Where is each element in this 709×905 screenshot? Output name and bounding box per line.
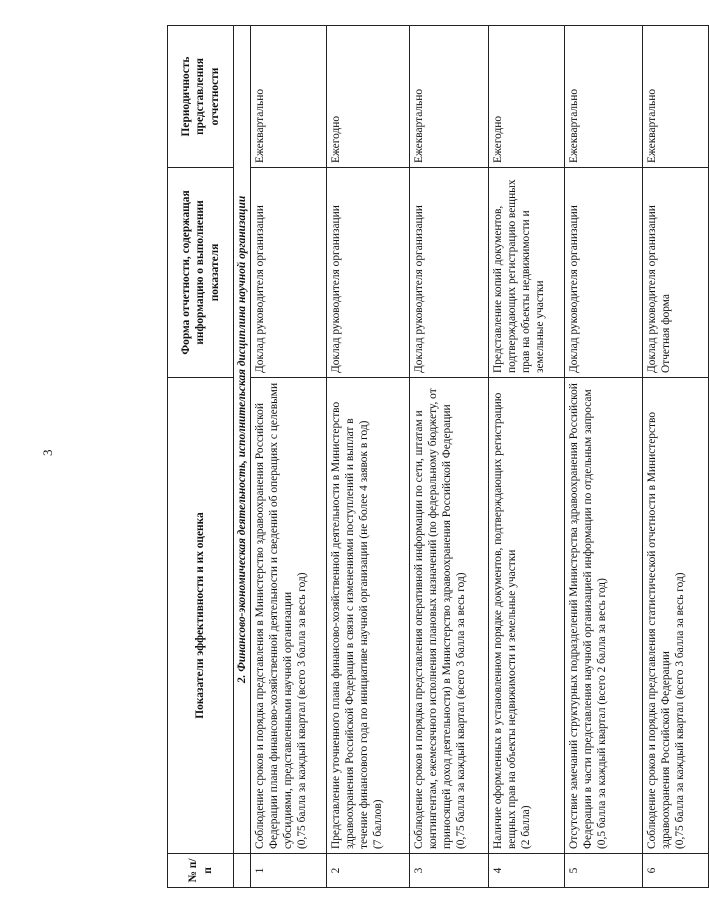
row-form: Доклад руководителя организации xyxy=(565,168,643,378)
indicator-text: Представление уточненного плана финансово-хозяйственной деятельности в Министерство здравоохранения Российской Федерации в связи с изменениями поступлений и выплат в течение финансового года по инициативе научной организации (не более 4 заявок в год) xyxy=(330,401,371,849)
row-form: Доклад руководителя организации xyxy=(251,168,327,378)
row-period: Ежеквартально xyxy=(565,26,643,168)
indicator-score: (0,75 балла за каждый квартал (всего 3 балла за весь год) xyxy=(296,572,309,849)
row-period: Ежегодно xyxy=(489,26,565,168)
row-indicator xyxy=(410,378,489,854)
row-indicator xyxy=(251,378,327,854)
indicator-score: (0,75 балла за каждый квартал (всего 3 балла за весь год) xyxy=(455,572,468,849)
row-num: 5 xyxy=(565,854,643,888)
row-num: 2 xyxy=(327,854,410,888)
table-row xyxy=(410,26,489,888)
header-row xyxy=(168,26,234,888)
efficiency-indicators-table xyxy=(167,25,709,888)
header-period: Периодичность представления отчетности xyxy=(168,26,234,168)
table-row xyxy=(327,26,410,888)
table-row xyxy=(489,26,565,888)
indicator-text: Отсутствие замечаний структурных подразделений Министерства здравоохранения Российской Федерации в части представления научной организацией информации по отдельным запросам xyxy=(568,383,595,849)
rotated-table-container xyxy=(167,26,687,888)
row-form: Доклад руководителя организации xyxy=(327,168,410,378)
page-number: 3 xyxy=(40,449,55,456)
row-period: Ежеквартально xyxy=(410,26,489,168)
row-period: Ежеквартально xyxy=(643,26,709,168)
header-form: Форма отчетности, содержащая информацию о выполнении показателя xyxy=(168,168,234,378)
row-num: 6 xyxy=(643,854,709,888)
indicator-text: Наличие оформленных в установленном порядке документов, подтверждающих регистрацию вещных прав на объекты недвижимости и земельные участки xyxy=(492,392,519,849)
indicator-text: Соблюдение сроков и порядка представления в Министерство здравоохранения Российской Федерации плана финансово-хозяйственной деятельности и сведений об операциях с целевыми субсидиями, представленными научной организации xyxy=(254,382,295,849)
header-num: № п/п xyxy=(168,854,234,888)
section-row xyxy=(234,26,251,888)
indicator-score: (0,75 балла за каждый квартал (всего 3 балла за весь год) xyxy=(674,572,687,849)
header-indicator: Показатели эффективности и их оценка xyxy=(168,378,234,854)
indicator-score: (7 баллов) xyxy=(372,799,385,849)
indicator-score: (0,5 балла за каждый квартал (всего 2 балла за весь год) xyxy=(596,578,609,849)
row-num: 4 xyxy=(489,854,565,888)
indicator-text: Соблюдение сроков и порядка представления оперативной информации по сети, штатам и контингентам, ежемесячного исполнения плановых назначений (по федеральному бюджету, от приносящей доход деятельности) в Министерство здравоохранения Российской Федерации xyxy=(413,388,454,849)
row-num: 3 xyxy=(410,854,489,888)
indicator-score: (2 балла) xyxy=(520,805,533,849)
row-num: 1 xyxy=(251,854,327,888)
row-indicator xyxy=(565,378,643,854)
row-period: Ежеквартально xyxy=(251,26,327,168)
row-indicator xyxy=(643,378,709,854)
indicator-text: Соблюдение сроков и порядка представления статистической отчетности в Министерство здравоохранения Российской Федерации xyxy=(646,411,673,849)
table-row xyxy=(565,26,643,888)
row-form: Доклад руководителя организации Отчетная форма xyxy=(643,168,709,378)
table-row xyxy=(251,26,327,888)
row-indicator xyxy=(327,378,410,854)
row-form: Доклад руководителя организации xyxy=(410,168,489,378)
row-period: Ежегодно xyxy=(327,26,410,168)
row-indicator xyxy=(489,378,565,854)
section-title: 2. Финансово-экономическая деятельность, исполнительская дисциплина научной организации xyxy=(234,26,251,854)
row-form: Представление копий документов, подтверждающих регистрацию вещных прав на объекты недвижимости и земельные участки xyxy=(489,168,565,378)
table-row xyxy=(643,26,709,888)
